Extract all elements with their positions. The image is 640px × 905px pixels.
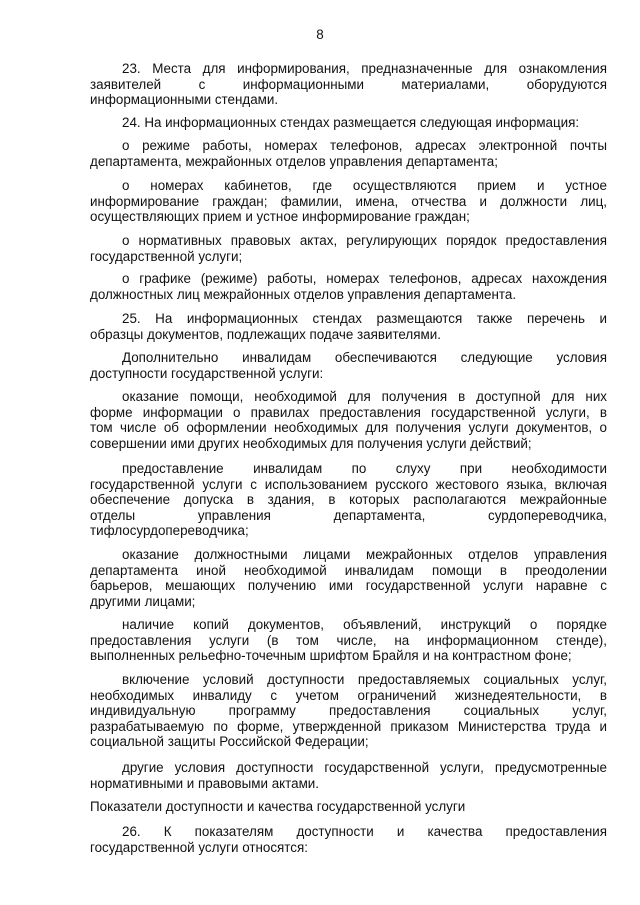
text-line: тифлосурдопереводчика; [90,523,249,539]
text-line: наличие копий документов, объявлений, инструкций о порядке [122,617,607,632]
paragraph [90,547,607,609]
text-line: информирование граждан; фамилии, имена, отчества и должности лиц, [90,193,607,209]
text-line: барьеров, мешающих получению ими государственной услуги наравне с [90,578,607,594]
text-line: должностных лиц межрайонных отделов управления департамента. [90,286,517,302]
paragraph [90,617,607,664]
text-line: о графике (режиме) работы, номерах телефонов, адресах нахождения [122,271,607,286]
text-line: осуществляющих прием и устное информирование граждан; [90,209,470,225]
text-line: форме информации о правилах предоставления государственной услуги, в [90,404,607,420]
text-line: разрабатываемую по форме, утвержденной приказом Министерства труда и [90,718,607,734]
text-line: другими лицами; [90,593,196,609]
paragraph [90,115,607,131]
text-line: совершении ими других необходимых для получения услуги действий; [90,435,532,451]
text-line: доступности государственной услуги: [90,365,324,381]
text-line: другие условия доступности государственной услуги, предусмотренные [122,760,607,775]
paragraph [90,61,607,108]
text-line: о номерах кабинетов, где осуществляются прием и устное [122,178,607,193]
text-line: 23. Места для информирования, предназначенные для ознакомления [122,61,607,76]
text-line: Показатели доступности и качества государственной услуги [90,799,466,814]
text-line: 24. На информационных стендах размещается следующая информация: [122,115,580,130]
paragraph [90,461,607,539]
text-line: департамента, межрайонных отделов управления департамента; [90,153,498,169]
paragraph [90,760,607,791]
text-line: заявителей с информационными материалами, оборудуются [90,76,607,92]
text-line: том числе об оформлении необходимых для получения услуги документов, о [90,420,607,436]
text-line: государственной услуги относятся: [90,839,308,855]
text-line: о режиме работы, номерах телефонов, адресах электронной почты [122,138,607,153]
text-line: образцы документов, подлежащих подаче заявителями. [90,326,441,342]
text-line: государственной услуги с использованием русского жестового языка, включая [90,476,607,492]
text-line: индивидуальную программу предоставления социальных услуг, [90,703,607,719]
text-line: государственной услуги; [90,248,243,264]
paragraph [90,178,607,225]
text-line: обеспечение допуска в здания, в которых располагаются межрайонные [90,492,607,508]
text-line: предоставления услуги (в том числе, на информационном стенде), [90,632,607,648]
text-line: информационными стендами. [90,92,279,108]
paragraph [90,311,607,342]
paragraph [90,389,607,451]
text-line: оказание должностными лицами межрайонных отделов управления [122,547,607,562]
text-line: оказание помощи, необходимой для получения в доступной для них [122,389,607,404]
paragraph [90,138,607,169]
paragraph [90,233,607,264]
paragraph [90,824,607,855]
paragraph [90,271,607,302]
text-line: 25. На информационных стендах размещаются также перечень и [122,311,607,326]
paragraph [90,799,607,815]
text-line: нормативными и правовыми актами. [90,775,319,791]
text-line: включение условий доступности предоставляемых социальных услуг, [122,672,607,687]
text-line: отделы управления департамента, сурдопереводчика, [90,507,607,523]
text-line: необходимых инвалиду с учетом ограничений жизнедеятельности, в [90,687,607,703]
text-line: предоставление инвалидам по слуху при необходимости [122,461,607,476]
text-line: о нормативных правовых актах, регулирующих порядок предоставления [122,233,607,248]
text-line: 26. К показателям доступности и качества предоставления [122,824,607,839]
text-line: Дополнительно инвалидам обеспечиваются следующие условия [122,350,607,365]
text-line: выполненных рельефно-точечным шрифтом Брайля и на контрастном фоне; [90,648,572,664]
page-number: 8 [316,27,324,42]
paragraph [90,672,607,750]
paragraph [90,350,607,381]
text-line: департамента иной необходимой инвалидам помощи в преодолении [90,562,607,578]
text-line: социальной защиты Российской Федерации; [90,734,369,750]
